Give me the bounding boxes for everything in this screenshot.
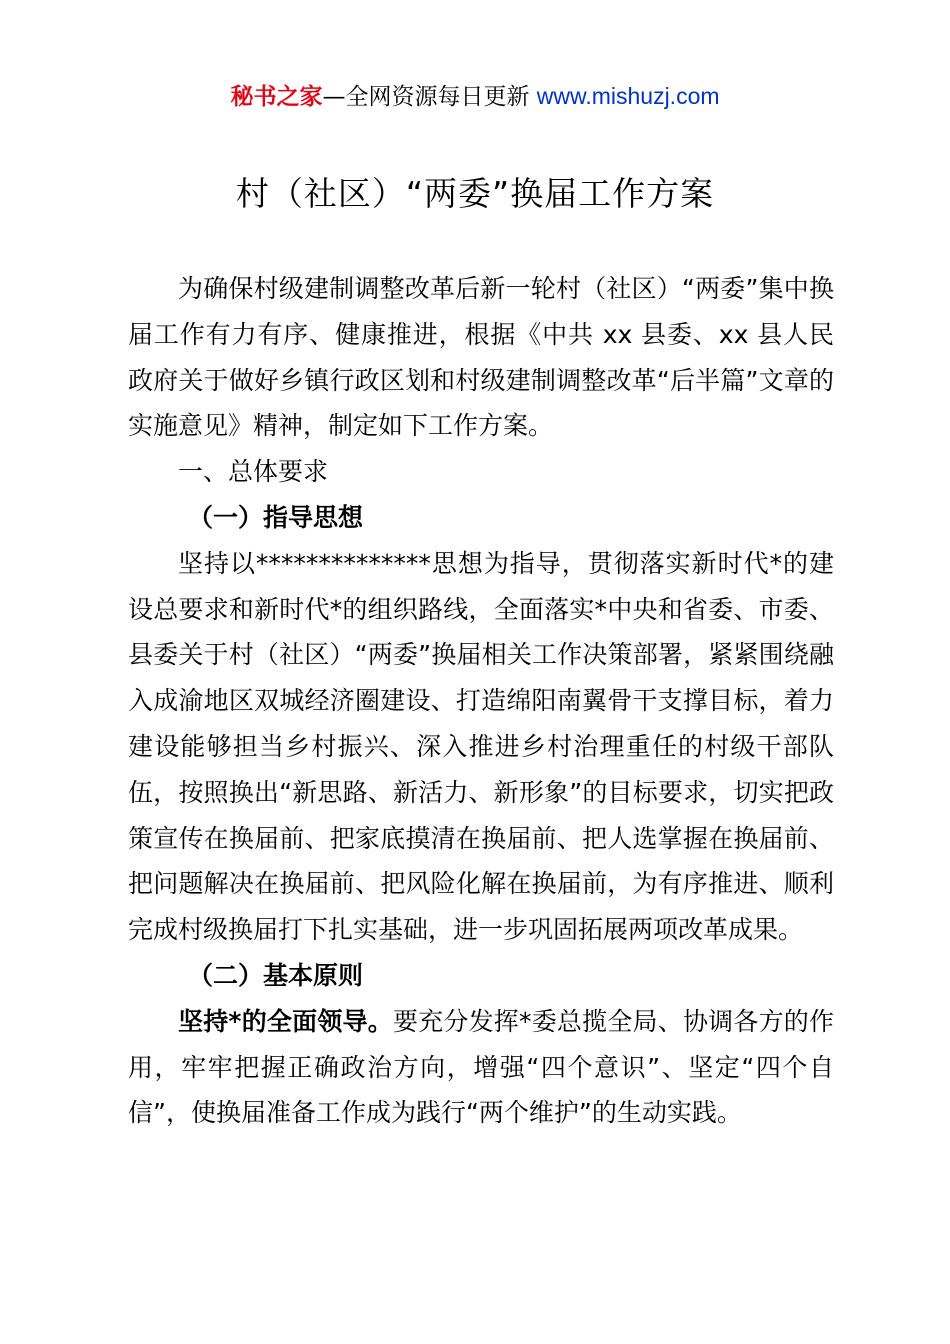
guiding-thought-paragraph: 坚持以**************思想为指导，贯彻落实新时代*的建设总要求和新时代*的组织路线，全面落实*中央和省委、市委、县委关于村（社区）“两委”换届相关工作决策部署，紧紧围绕融入成渝地区双城经济圈建设、打造绵阳南翼骨干支撑目标，着力建设能够担当乡村振兴、深入推进乡村治理重任的村级干部队伍，按照换出“新思路、新活力、新形象”的目标要求，切实把政策宣传在换届前、把家底摸清在换届前、把人选掌握在换届前、把问题解决在换届前、把风险化解在换届前，为有序推进、顺利完成村级换届打下扎实基础，进一步巩固拓展两项改革成果。 — [128, 548, 834, 945]
subsection-heading: （一）指导思想 — [188, 502, 364, 532]
document-body — [128, 266, 834, 1136]
intro-paragraph: 为确保村级建制调整改革后新一轮村（社区）“两委”集中换届工作有力有序、健康推进，根据《中共 xx 县委、xx 县人民政府关于做好乡镇行政区划和村级建制调整改革“后半篇”文章的实施意见》精神，制定如下工作方案。 — [128, 274, 834, 441]
site-tagline: —全网资源每日更新 — [322, 84, 530, 110]
principle-text: 要充分发挥*委总揽全局、协调各方的作用，牢牢把握正确政治方向，增强“四个意识”、坚定“四个自信”，使换届准备工作成为践行“两个维护”的生动实践。 — [128, 1006, 834, 1128]
document-title: 村（社区）“两委”换届工作方案 — [235, 174, 715, 213]
section-heading: 一、总体要求 — [178, 457, 329, 487]
site-header — [0, 80, 950, 113]
principle-lead: 坚持*的全面领导。 — [178, 1006, 393, 1036]
principle-paragraph — [128, 999, 834, 1136]
subsection-heading: （二）基本原则 — [188, 960, 364, 990]
site-url-link[interactable]: www.mishuzj.com — [536, 83, 720, 109]
site-brand: 秘书之家 — [230, 84, 323, 110]
